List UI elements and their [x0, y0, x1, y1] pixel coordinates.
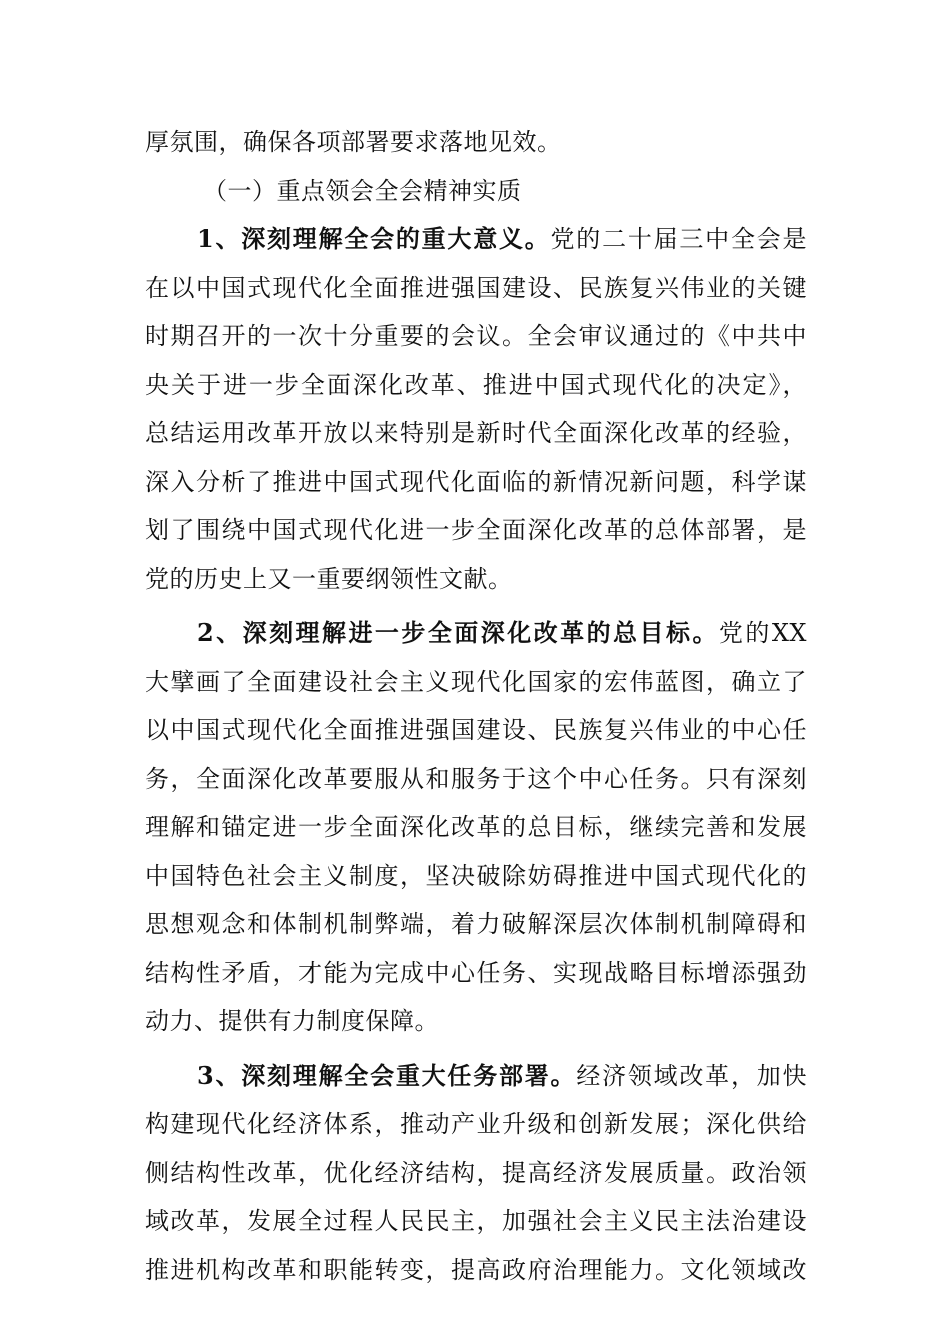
- paragraph-line: 结构性矛盾，才能为完成中心任务、实现战略目标增添强劲: [145, 958, 807, 987]
- paragraph-1-first-line: [145, 215, 807, 264]
- paragraph-line: 以中国式现代化全面推进强国建设、民族复兴伟业的中心任: [145, 716, 807, 744]
- paragraph-line: 推进机构改革和职能转变，提高政府治理能力。文化领域改: [145, 1255, 807, 1284]
- section-heading: （一）重点领会全会精神实质: [203, 176, 522, 205]
- paragraph-line: 划了围绕中国式现代化进一步全面深化改革的总体部署，是: [145, 516, 807, 544]
- paragraph-line: 务，全面深化改革要服从和服务于这个中心任务。只有深刻: [145, 764, 807, 793]
- paragraph-line: 大擘画了全面建设社会主义现代化国家的宏伟蓝图，确立了: [145, 667, 807, 696]
- paragraph-line: 深入分析了推进中国式现代化面临的新情况新问题，科学谋: [145, 467, 807, 496]
- paragraph-1-text: 党的二十届三中全会是: [550, 225, 807, 253]
- paragraph-line: 域改革，发展全过程人民民主，加强社会主义民主法治建设: [145, 1207, 807, 1235]
- paragraph-3-first-line: [145, 1052, 807, 1101]
- paragraph-line: 构建现代化经济体系，推动产业升级和创新发展；深化供给: [145, 1110, 807, 1138]
- paragraph-2-text: 党的XX: [718, 619, 807, 647]
- paragraph-2-first-line: [145, 609, 807, 658]
- paragraph-line: 总结运用改革开放以来特别是新时代全面深化改革的经验，: [145, 419, 807, 447]
- paragraph-2-lead: 2、深刻理解进一步全面深化改革的总目标。: [197, 618, 719, 647]
- paragraph-1-lead: 1、深刻理解全会的重大意义。: [197, 224, 551, 253]
- paragraph-3-text: 经济领域改革，加快: [576, 1061, 807, 1090]
- paragraph-3-lead: 3、深刻理解全会重大任务部署。: [197, 1060, 577, 1090]
- paragraph-line: 理解和锚定进一步全面深化改革的总目标，继续完善和发展: [145, 813, 807, 841]
- paragraph-line: 侧结构性改革，优化经济结构，提高经济发展质量。政治领: [145, 1158, 807, 1187]
- paragraph-line: 党的历史上又一重要纲领性文献。: [145, 564, 513, 593]
- paragraph-line: 动力、提供有力制度保障。: [145, 1007, 439, 1035]
- paragraph-line: 思想观念和体制机制弊端，着力破解深层次体制机制障碍和: [145, 910, 807, 938]
- paragraph-line: 时期召开的一次十分重要的会议。全会审议通过的《中共中: [145, 322, 807, 350]
- paragraph-line: 在以中国式现代化全面推进强国建设、民族复兴伟业的关键: [145, 273, 807, 302]
- paragraph-line: 中国特色社会主义制度，坚决破除妨碍推进中国式现代化的: [145, 861, 807, 890]
- paragraph-line: 央关于进一步全面深化改革、推进中国式现代化的决定》，: [145, 370, 807, 399]
- intro-line: 厚氛围，确保各项部署要求落地见效。: [145, 128, 562, 156]
